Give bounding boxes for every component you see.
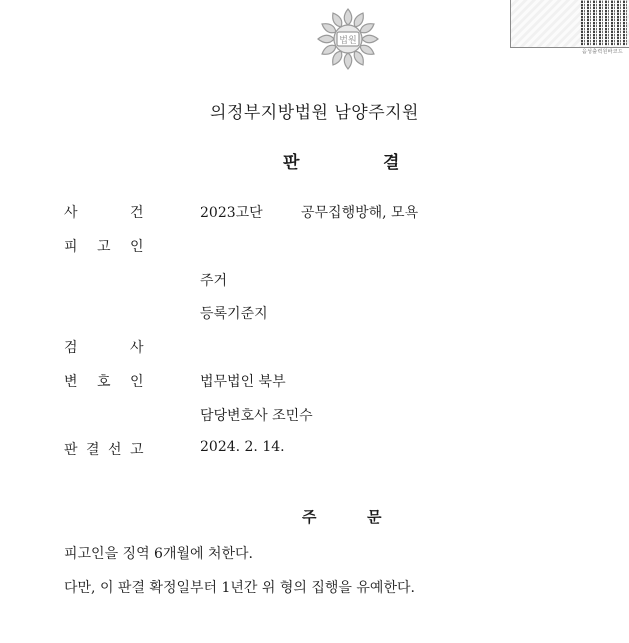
defendant-label-char: 인 [130,239,144,255]
counsel-label-char: 변 [64,374,78,390]
defendant-label-char: 고 [97,239,111,255]
qr-code-icon [581,0,627,46]
prosecutor-label-char: 검 [64,340,78,356]
defendant-registered-label: 등록기준지 [200,306,268,322]
case-label-char: 건 [130,205,144,221]
defendant-label-char: 피 [64,239,78,255]
order-heading-first: 주 [302,508,317,526]
court-emblem-icon [315,6,381,72]
document-title-second: 결 [383,153,400,173]
counsel-firm: 법무법인 북부 [200,374,286,390]
order-line: 다만, 이 판결 확정일부터 1년간 위 형의 집행을 유예한다. [64,580,415,596]
sentencing-label-char: 판 [64,442,78,458]
court-name: 의정부지방법원 남양주지원 [210,103,419,123]
sentencing-date: 2024. 2. 14. [200,439,285,455]
case-name: 공무집행방해, 모욕 [301,205,419,221]
sentencing-label-char: 선 [108,442,122,458]
emblem-text: 법원 [339,36,357,46]
order-heading-second: 문 [367,508,382,526]
counsel-label-char: 호 [97,374,111,390]
case-number: 2023고단 [200,205,263,221]
sentencing-label-char: 결 [86,442,100,458]
sentencing-label-char: 고 [130,442,144,458]
case-label-2 [130,202,144,222]
prosecutor-label-char: 사 [130,340,144,356]
qr-caption: 음성출력원바코드 [582,49,624,55]
case-label-char: 사 [64,205,78,221]
defendant-address-label: 주거 [200,273,228,289]
counsel-attorney: 담당변호사 조민수 [200,408,313,424]
case-label [64,202,78,222]
document-title-first: 판 [283,153,300,173]
order-line: 피고인을 징역 6개월에 처한다. [64,546,253,562]
counsel-label-char: 인 [130,374,144,390]
